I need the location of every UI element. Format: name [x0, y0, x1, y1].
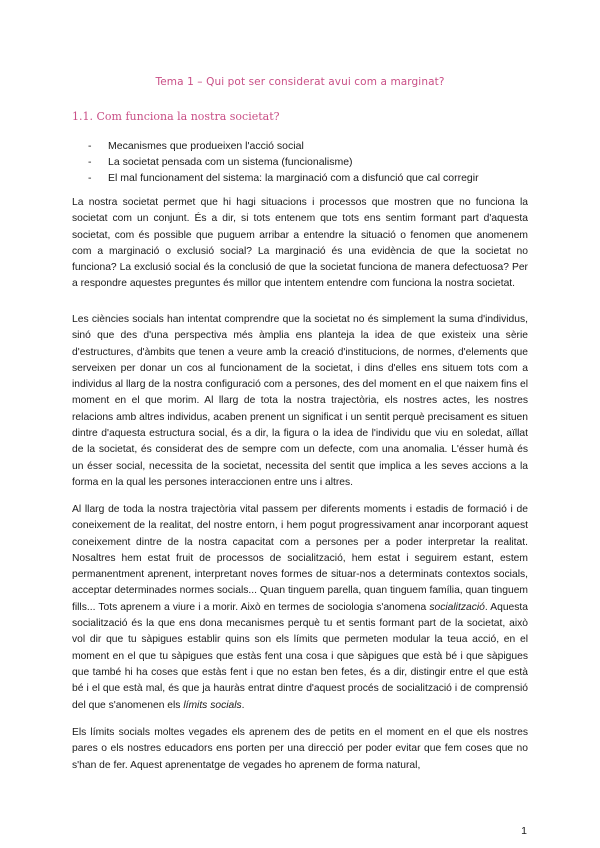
paragraph-3-text-a: Al llarg de toda la nostra trajectòria vital passem per diferents moments i estadis de formació i de coneixement de la realitat, del nostre entorn, i hem pogut progressivament anar incorporant aquest coneixement dintre de la nostra capacitat com a persones per a poder interpretar la realitat. Nosaltres hem estat fruit de processos de socialització, hem estat i seguirem estant, estem permanentment aprenent, interpretant noves formes de situar-nos a determinats contextos socials, acceptar determinades normes socials... Quan tinguem parella, quan tinguem família, quan tinguem fills... Tots aprenem a viure i a morir. Això en termes de sociologia s'anomena: [72, 504, 528, 613]
paragraph-3-text-c: .: [241, 699, 245, 711]
bullet-dash: -: [88, 156, 92, 168]
list-item-text: El mal funcionament del sistema: la marginació com a disfunció que cal corregir: [108, 172, 479, 184]
paragraph-2: Les ciències socials han intentat comprendre que la societat no és simplement la suma d'individus, sinó que des d'una perspectiva més àmplia ens planteja la idea de que existeix una sèrie d'estructures, d'àmbits que tenen a veure amb la creació d'institucions, de normes, d'elements que serveixen per donar un cos al funcionament de la societat, i dins d'elles ens situem tots com a individus al llarg de la nostra configuració com a persones, des del moment en el que naixem fins el moment en el que morim. Al llarg de tota la nostra trajectòria, els nostres actes, les nostres relacions amb altres individus, acaben prenent un significat i un sentit perquè precisament es situen dintre d'aquesta estructura social, és a dir, la figura o la idea de l'individu que viu en soledat, aïllat de la societat, és considerat des de sempre com un defecte, com una anomalia. L'ésser humà és un ésser social, necessita de la societat, necessita del sentit que implica a les seves accions a la forma en la qual les persones interaccionen entre uns i altres.: [72, 314, 528, 488]
page-number: 1: [521, 825, 527, 837]
section-heading: 1.1. Com funciona la nostra societat?: [72, 110, 280, 123]
list-item: [72, 154, 542, 170]
bullet-dash: -: [88, 172, 92, 184]
paragraph-1: La nostra societat permet que hi hagi situacions i processos que mostren que no funciona la societat com un conjunt. És a dir, si tots entenem que tots ens sentim formant part d'aquesta societat, com és possible que puguem arribar a entendre la situació o fenomen que anomenem com a marginació o exclusió social? La marginació és una evidència de que la societat no funciona? La exclusió social és la conclusió de que la societat funciona de manera defectuosa? Per a respondre aquestes preguntes és millor que intentem entendre com funciona la nostra societat.: [72, 197, 528, 290]
term-limits-socials: límits socials: [183, 699, 242, 711]
paragraph-4: Els límits socials moltes vegades els aprenem des de petits en el moment en el que els nostres pares o els nostres educadors ens porten per una direcció per poder evitar que fem coses que no s'han de fer. Aquest aprenentatge de vegades ho aprenem de forma natural,: [72, 727, 528, 771]
list-item-text: Mecanismes que produeixen l'acció social: [108, 140, 304, 152]
paragraph-3: [72, 502, 528, 714]
bullet-dash: -: [88, 140, 92, 152]
list-item-text: La societat pensada com un sistema (funcionalisme): [108, 156, 353, 168]
term-socialitzacio: socialització: [429, 601, 485, 613]
list-item: [72, 170, 542, 186]
list-item: [72, 138, 542, 154]
document-title: Tema 1 – Qui pot ser considerat avui com a marginat?: [155, 76, 445, 88]
paragraph-3-text-b: . Aquesta socialització és la que ens dona mecanismes perquè tu et sentis formant part de la societat, això vol dir que tu sàpigues establir quins son els límits que permeten modular la teua acció, en el moment en el que tu sàpigues que estàs fent una cosa i que sàpigues que està bé i que sàpigues que també hi ha coses que estàs fent i que no estan ben fetes, és a dir, distingir entre el que està bé i el que està mal, és que ja hauràs entrat dintre d'aquest procés de socialització i de comprensió del que s'anomenen els: [72, 601, 529, 711]
bullet-list: [72, 138, 542, 186]
